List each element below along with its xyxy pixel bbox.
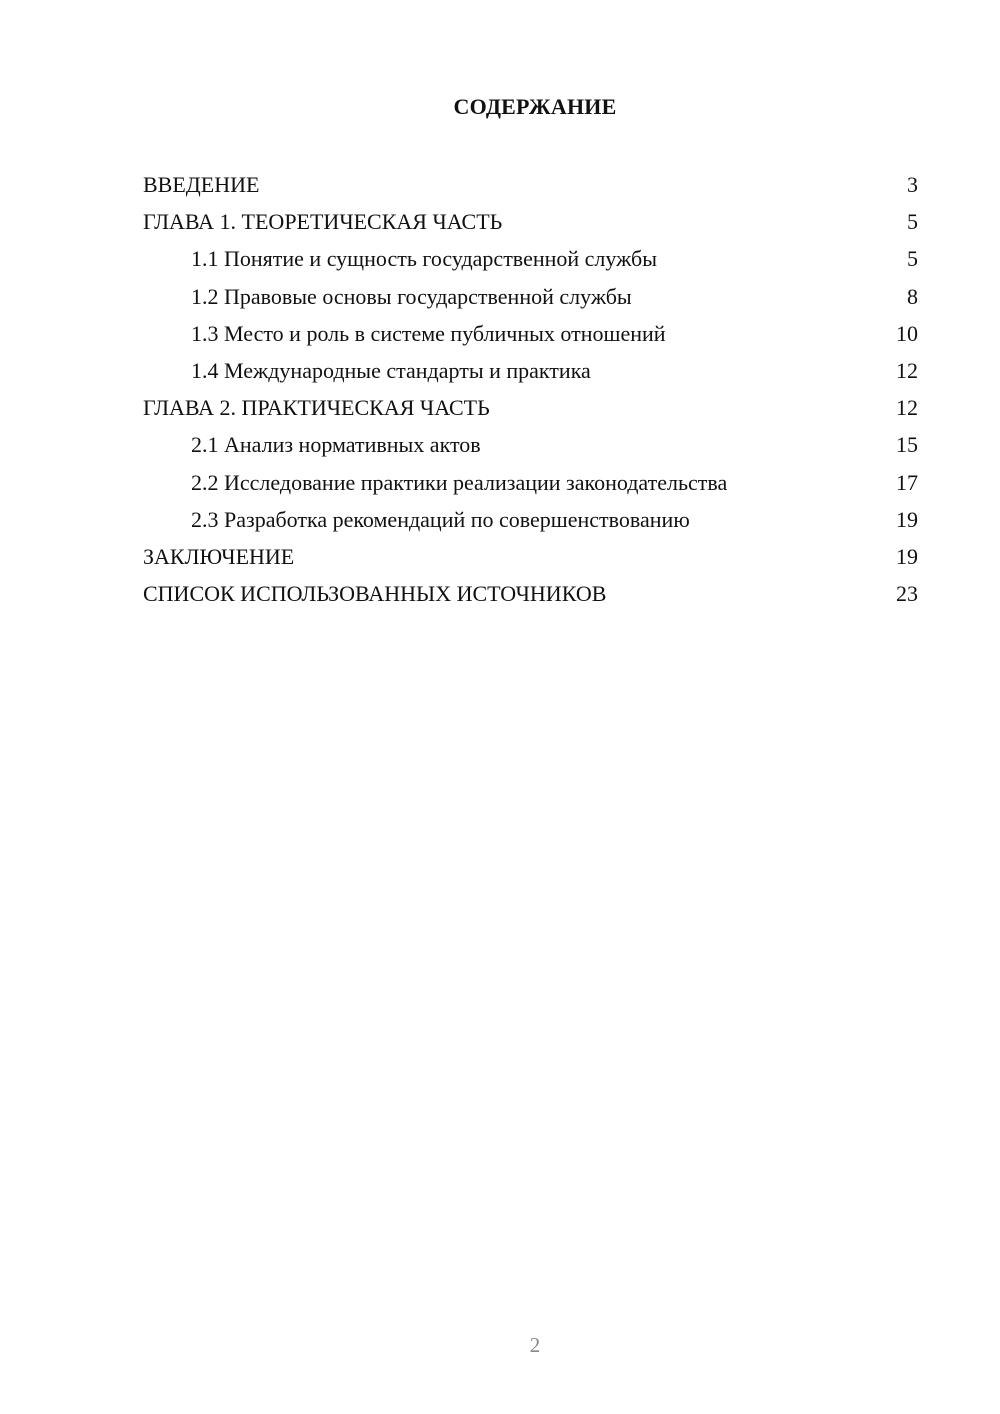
toc-entry-page: 15: [896, 432, 918, 458]
toc-entry: [143, 315, 918, 352]
table-of-contents: [143, 166, 918, 612]
toc-entry-label: ЗАКЛЮЧЕНИЕ: [143, 543, 295, 569]
toc-entry-page: 12: [896, 395, 918, 421]
toc-entry: [143, 575, 918, 612]
toc-entry-page: 10: [896, 320, 918, 346]
toc-entry-page: 12: [896, 357, 918, 383]
toc-entry-label: 2.1 Анализ нормативных актов: [191, 432, 481, 458]
toc-entry-page: 23: [896, 581, 918, 607]
toc-entry-page: 19: [896, 506, 918, 532]
toc-entry-page: 5: [907, 209, 918, 235]
toc-entry-page: 19: [896, 543, 918, 569]
toc-entry-label: 1.3 Место и роль в системе публичных отношений: [191, 320, 666, 346]
toc-entry-label: 1.4 Международные стандарты и практика: [191, 357, 591, 383]
toc-entry-label: 2.3 Разработка рекомендаций по совершенствованию: [191, 506, 690, 532]
toc-entry: [143, 240, 918, 277]
toc-entry: [143, 426, 918, 463]
toc-entry: [143, 389, 918, 426]
toc-entry-page: 17: [896, 469, 918, 495]
toc-entry: [143, 501, 918, 538]
toc-entry-label: ГЛАВА 2. ПРАКТИЧЕСКАЯ ЧАСТЬ: [143, 395, 490, 421]
toc-entry-label: ВВЕДЕНИЕ: [143, 172, 260, 197]
toc-entry: [143, 464, 918, 501]
page-title: СОДЕРЖАНИЕ: [453, 94, 617, 119]
toc-entry: [143, 166, 918, 203]
toc-entry: [143, 538, 918, 575]
toc-entry: [143, 352, 918, 389]
page-number: 2: [529, 1333, 541, 1357]
toc-entry-page: 8: [907, 283, 918, 309]
toc-entry-label: ГЛАВА 1. ТЕОРЕТИЧЕСКАЯ ЧАСТЬ: [143, 209, 503, 235]
toc-entry-label: 1.2 Правовые основы государственной службы: [191, 283, 632, 309]
toc-entry: [143, 203, 918, 240]
toc-entry-page: 5: [907, 246, 918, 272]
toc-entry-label: 2.2 Исследование практики реализации законодательства: [191, 469, 728, 495]
toc-entry-label: 1.1 Понятие и сущность государственной службы: [191, 246, 657, 272]
toc-entry: [143, 278, 918, 315]
toc-entry-label: СПИСОК ИСПОЛЬЗОВАННЫХ ИСТОЧНИКОВ: [143, 581, 607, 607]
toc-entry-page: 3: [907, 172, 918, 197]
